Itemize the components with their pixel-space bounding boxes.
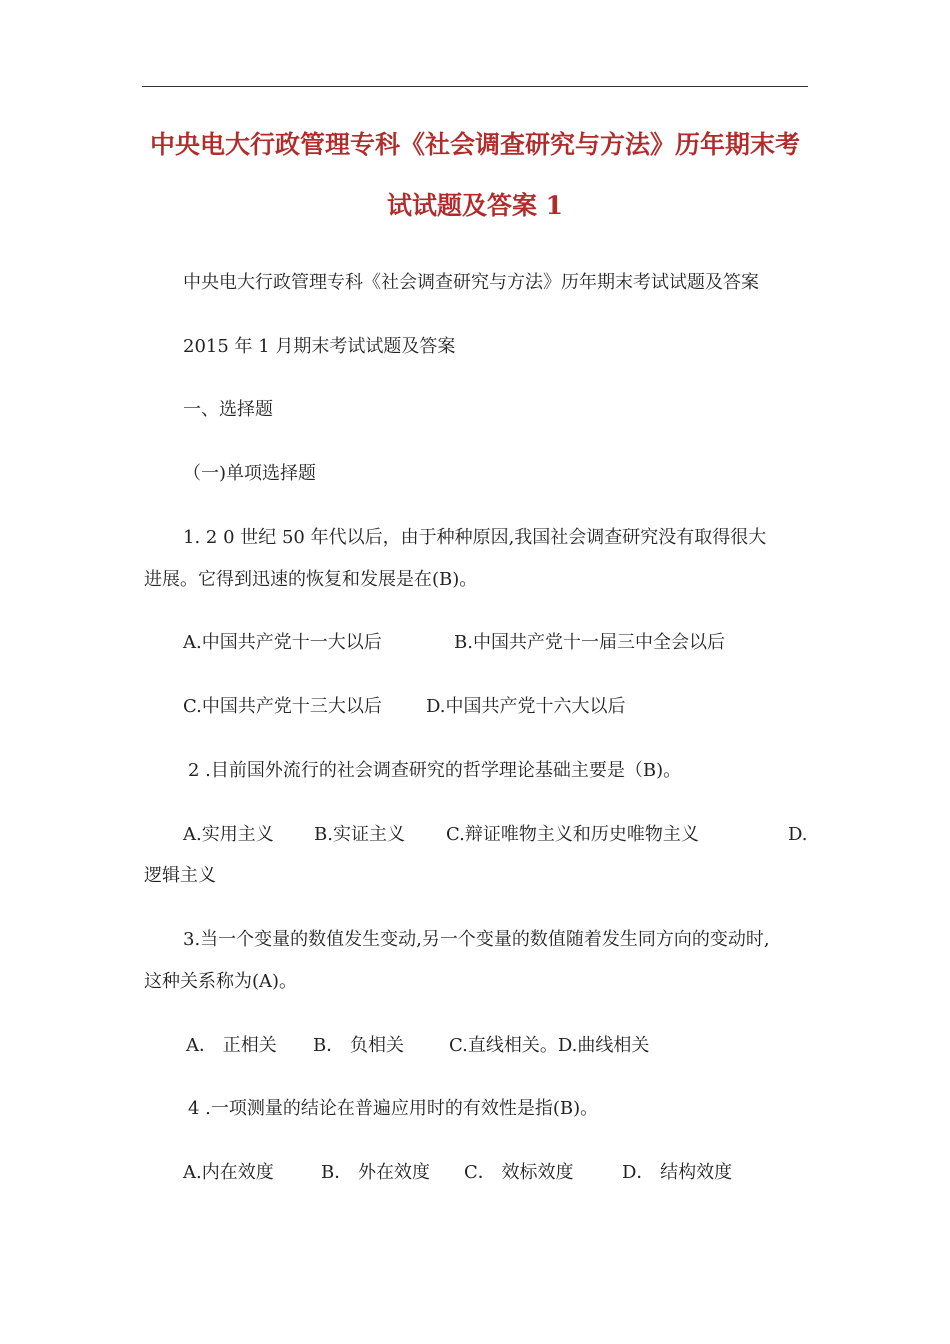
subsection-heading: （一)单项选择题: [183, 463, 317, 484]
exam-date: 2015 年 1 月期末考试试题及答案: [183, 336, 456, 357]
question-2-option-c: C.辩证唯物主义和历史唯物主义: [446, 824, 699, 845]
question-1-option-a: A.中国共产党十一大以后: [183, 632, 382, 653]
question-3-option-a: A． 正相关: [186, 1035, 277, 1056]
question-2-option-d-wrap: 逻辑主义: [144, 865, 216, 886]
document-title-line-2: 试试题及答案 1: [386, 191, 564, 220]
section-heading: 一、选择题: [183, 399, 273, 420]
question-1-option-d: D.中国共产党十六大以后: [426, 696, 626, 717]
question-1-text-line-2: 进展。它得到迅速的恢复和发展是在(B)。: [144, 569, 478, 590]
question-2-option-a: A.实用主义: [183, 824, 274, 845]
question-1-text-line-1: 1. 2 0 世纪 50 年代以后，由于种种原因,我国社会调查研究没有取得很大: [183, 527, 767, 548]
document-title-line-1: 中央电大行政管理专科《社会调查研究与方法》历年期末考: [149, 130, 800, 159]
question-4-option-a: A.内在效度: [183, 1162, 274, 1183]
question-4-option-d: D． 结构效度: [622, 1162, 733, 1183]
question-2-option-d: D.: [788, 824, 808, 845]
question-4-option-c: C． 效标效度: [464, 1162, 574, 1183]
top-rule: [142, 86, 808, 87]
question-2-text: 2 .目前国外流行的社会调查研究的哲学理论基础主要是（B)。: [188, 760, 682, 781]
question-1-option-b: B.中国共产党十一届三中全会以后: [454, 632, 725, 653]
question-4-option-b: B． 外在效度: [321, 1162, 430, 1183]
question-1-option-c: C.中国共产党十三大以后: [183, 696, 382, 717]
subtitle: 中央电大行政管理专科《社会调查研究与方法》历年期末考试试题及答案: [183, 272, 759, 293]
question-3-option-b: B． 负相关: [313, 1035, 404, 1056]
question-4-text: 4 .一项测量的结论在普遍应用时的有效性是指(B)。: [188, 1098, 599, 1119]
question-3-text-line-1: 3.当一个变量的数值发生变动,另一个变量的数值随着发生同方向的变动时,: [183, 929, 770, 950]
question-3-text-line-2: 这种关系称为(A)。: [144, 971, 298, 992]
question-2-option-b: B.实证主义: [314, 824, 405, 845]
question-3-option-c: C.直线相关。D.曲线相关: [449, 1035, 650, 1056]
